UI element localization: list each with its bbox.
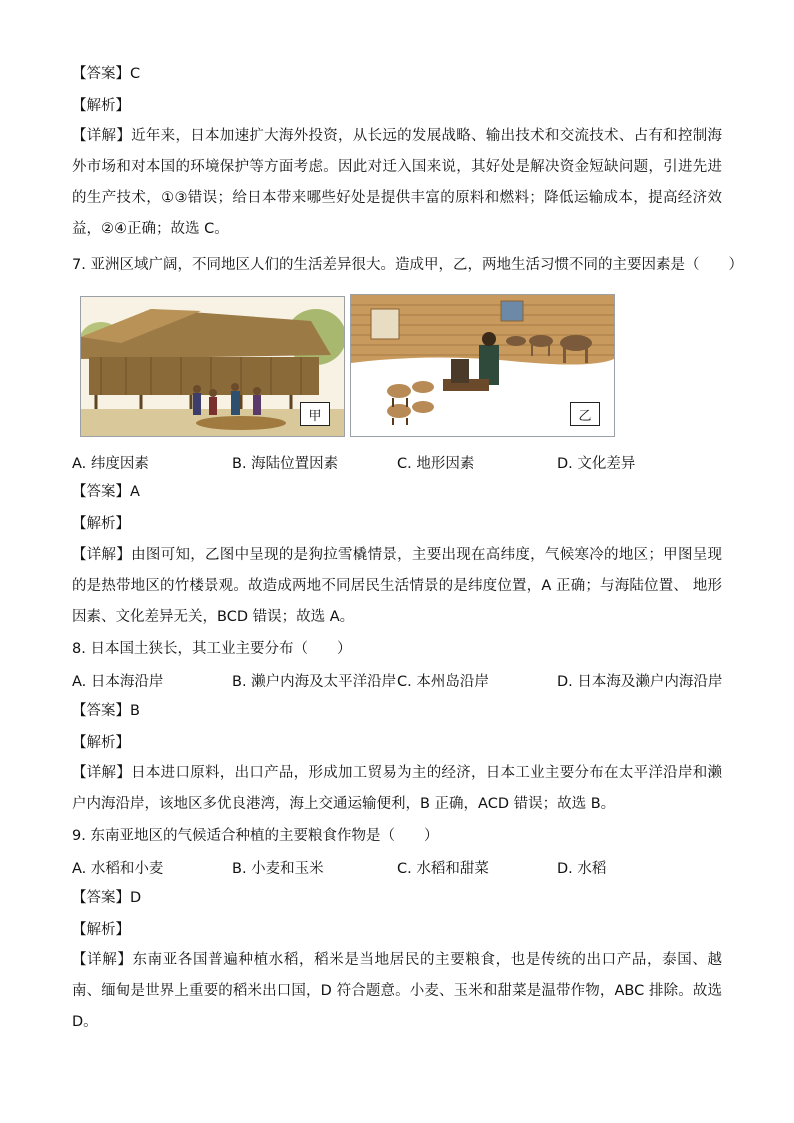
- q9-answer: 【答案】D: [72, 890, 142, 906]
- q7-options: [72, 452, 732, 472]
- q7-analysis-label: 【解析】: [72, 516, 130, 532]
- figure-jia-label: 甲: [300, 402, 330, 426]
- q6-detail: 【详解】近年来，日本加速扩大海外投资，从长远的发展战略、输出技术和交流技术、占有和控制海外市场和对本国的环境保护等方面考虑。因此对迁入国来说，其好处是解决资金短缺问题，引进先进的生产技术，①③错误；给日本带来哪些好处是提供丰富的原料和燃料；降低运输成本，提高经济效益，②④正确；故选 C。: [72, 128, 722, 237]
- q8-answer: 【答案】B: [72, 703, 140, 719]
- q8-option-a: A. 日本海沿岸: [72, 674, 164, 690]
- q7-detail: 【详解】由图可知，乙图中呈现的是狗拉雪橇情景，主要出现在高纬度，气候寒冷的地区；甲图呈现的是热带地区的竹楼景观。故造成两地不同居民生活情景的是纬度位置，A 正确；与海陆位置、 地形因素、文化差异无关，BCD 错误；故选 A。: [72, 547, 722, 625]
- q8-option-d: D. 日本海及濑户内海沿岸: [557, 674, 723, 690]
- q9-option-b: B. 小麦和玉米: [232, 861, 324, 877]
- q7-option-d: D. 文化差异: [557, 456, 636, 472]
- q7-option-b: B. 海陆位置因素: [232, 456, 339, 472]
- q8-analysis-label: 【解析】: [72, 735, 130, 751]
- figure-yi: [350, 294, 615, 437]
- q7-answer: 【答案】A: [72, 484, 140, 500]
- q8-option-b: B. 濑户内海及太平洋沿岸: [232, 674, 397, 690]
- q6-answer: 【答案】C: [72, 66, 141, 82]
- q6-analysis-label: 【解析】: [72, 98, 130, 114]
- q9-option-a: A. 水稻和小麦: [72, 861, 164, 877]
- figure-yi-label: 乙: [570, 402, 600, 426]
- q9-question: 9. 东南亚地区的气候适合种植的主要粮食作物是（ ）: [72, 828, 439, 844]
- q8-question: 8. 日本国土狭长，其工业主要分布（ ）: [72, 641, 352, 657]
- q8-detail: 【详解】日本进口原料，出口产品，形成加工贸易为主的经济，日本工业主要分布在太平洋沿岸和濑户内海沿岸，该地区多优良港湾，海上交通运输便利，B 正确，ACD 错误；故选 B。: [72, 765, 722, 812]
- q8-options: [72, 670, 732, 690]
- q9-options: [72, 857, 732, 877]
- figure-jia: [80, 296, 345, 437]
- q9-analysis-label: 【解析】: [72, 922, 130, 938]
- q7-option-a: A. 纬度因素: [72, 456, 149, 472]
- q9-option-c: C. 水稻和甜菜: [397, 861, 489, 877]
- q7-option-c: C. 地形因素: [397, 456, 475, 472]
- q7-question: 7. 亚洲区域广阔，不同地区人们的生活差异很大。造成甲，乙，两地生活习惯不同的主要因素是（ ）: [72, 257, 743, 273]
- q9-detail: 【详解】东南亚各国普遍种植水稻，稻米是当地居民的主要粮食，也是传统的出口产品，泰国、越南、缅甸是世界上重要的稻米出口国，D 符合题意。小麦、玉米和甜菜是温带作物，ABC 排除。故选 D。: [72, 952, 722, 1030]
- q9-option-d: D. 水稻: [557, 861, 607, 877]
- q8-option-c: C. 本州岛沿岸: [397, 674, 489, 690]
